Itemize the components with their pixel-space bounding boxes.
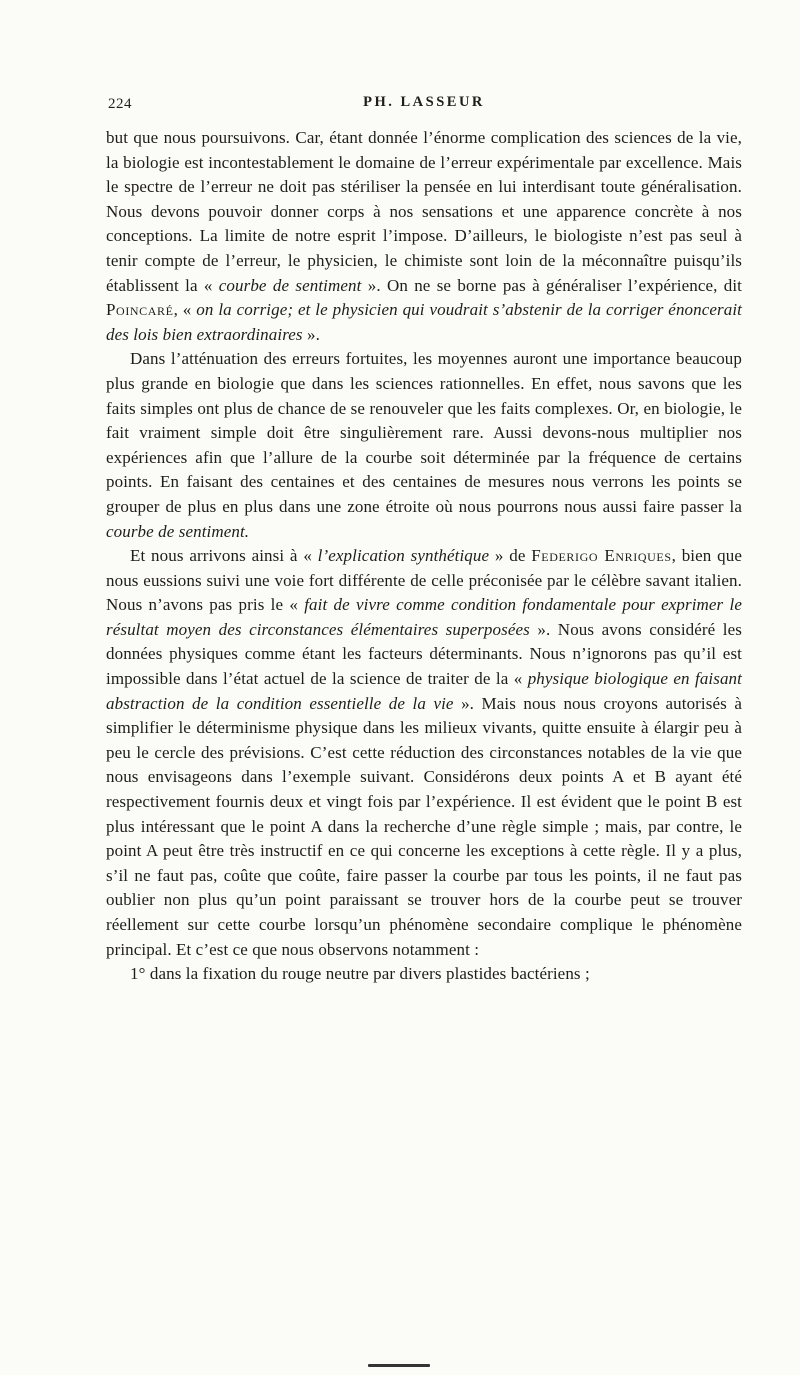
text-segment: Et nous arrivons ainsi à «	[130, 546, 318, 566]
paragraph	[106, 544, 742, 962]
paragraph	[106, 962, 742, 987]
page-header	[106, 94, 742, 116]
text-segment: ». On ne se borne pas à généraliser l’expérience, dit	[361, 275, 743, 295]
scan-artifact-line	[368, 1364, 430, 1367]
text-segment: Dans l’atténuation des erreurs fortuites, les moyennes auront une importance beaucoup plus grande en biologie que dans les sciences rationnelles. En effet, nous savons que les faits simples ont plus de chance de se renouveler que les faits complexes. Or, en biologie, le fait vraiment simple doit être singulièrement rare. Aussi devons-nous multiplier nos expériences afin que l’allure de la courbe soit déterminée par la fréquence de certains points. En faisant des centaines et des centaines de mesures nous verrons les points se grouper de plus en plus dans une zone étroite où nous pourrons nous aussi faire passer la	[106, 349, 742, 516]
text-segment: , «	[173, 300, 197, 320]
author-name: Federigo Enriques	[531, 546, 672, 566]
page-number: 224	[108, 96, 132, 112]
text-segment: l’explication synthétique	[317, 546, 490, 566]
text-segment: 1° dans la fixation du rouge neutre par divers plastides bactériens ;	[130, 964, 590, 984]
paragraph	[106, 126, 742, 347]
text-segment: courbe de sentiment	[218, 275, 362, 295]
text-segment: on la corrige; et le physicien qui voudrait s’abstenir de la corriger énoncerait des lois bien extraordinaires	[106, 300, 742, 344]
paragraph	[106, 347, 742, 544]
author-name: Poincaré	[106, 300, 174, 320]
body-text	[106, 126, 742, 987]
text-segment: » de	[489, 546, 532, 566]
text-segment: fait de vivre comme condition fondamentale pour exprimer le résultat moyen des circonstances élémentaires superposées	[106, 595, 742, 639]
running-head: PH. LASSEUR	[363, 94, 485, 110]
text-segment: physique biologique en faisant abstraction de la condition essentielle de la vie	[106, 669, 742, 713]
text-segment: , bien que nous eussions suivi une voie fort différente de celle préconisée par le célèbre savant italien. Nous n’avons pas pris le «	[106, 546, 742, 615]
text-segment: ». Mais nous nous croyons autorisés à simplifier le déterminisme physique dans les milieux vivants, quitte ensuite à élargir peu à peu le cercle des prévisions. C’est cette réduction des circonstances notables de la vie que nous envisageons dans l’exemple suivant. Considérons deux points A et B ayant été respectivement fournis deux et vingt fois par l’expérience. Il est évident que le point B est plus intéressant que le point A dans la recherche d’une règle simple ; mais, par contre, le point A peut être très instructif en ce qui concerne les exceptions à cette règle. Il y a plus, s’il ne faut pas, coûte que coûte, faire passer la courbe par tous les points, il ne faut pas oublier non plus qu’un point paraissant se trouver hors de la courbe peut se trouver réellement sur cette courbe lorsqu’un phénomène secondaire complique le phénomène principal. Et c’est ce que nous observons notamment :	[106, 693, 742, 959]
text-segment: ». Nous avons considéré les données physiques comme étant les facteurs déterminants. Nous n’ignorons pas qu’il est impossible dans l’état actuel de la science de traiter de la «	[106, 619, 742, 689]
text-segment: courbe de sentiment.	[106, 521, 250, 541]
text-block	[106, 94, 742, 987]
text-segment: but que nous poursuivons. Car, étant donnée l’énorme complication des sciences de la vie, la biologie est incontestablement le domaine de l’erreur expérimentale par excellence. Mais le spectre de l’erreur ne doit pas stériliser la pensée en lui interdisant toute généralisation. Nous devons pouvoir donner corps à nos sensations et une apparence concrète à nos conceptions. La limite de notre esprit l’impose. D’ailleurs, le biologiste n’est pas seul à tenir compte de l’erreur, le physicien, le chimiste sont loin de la méconnaître puisqu’ils établissent la «	[106, 128, 742, 295]
text-segment: ».	[302, 324, 320, 344]
